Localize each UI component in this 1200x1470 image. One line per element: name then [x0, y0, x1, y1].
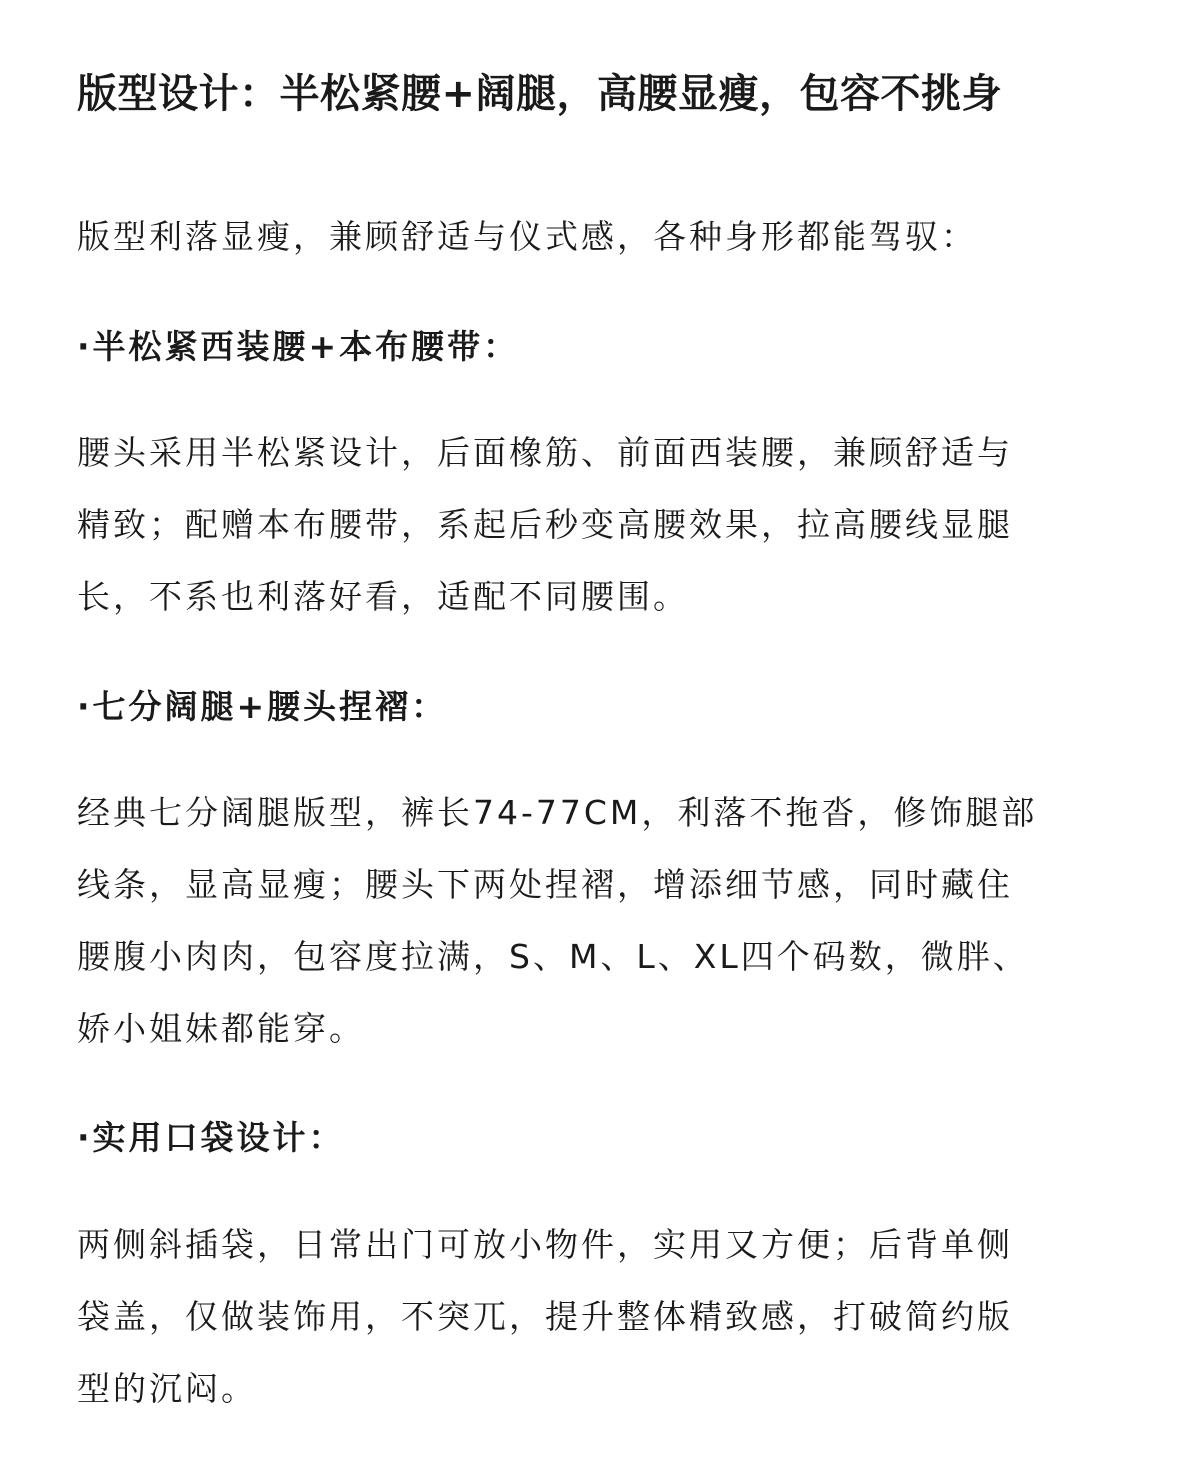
section-heading-pockets: ·实用口袋设计： — [77, 1118, 345, 1157]
paragraph-line: 线条，显高显瘦；腰头下两处捏褶，增添细节感，同时藏住 — [77, 865, 1013, 904]
paragraph-line: 袋盖，仅做装饰用，不突兀，提升整体精致感，打破简约版 — [77, 1297, 1013, 1336]
section-heading-wide-leg: ·七分阔腿+腰头捏褶： — [77, 687, 448, 726]
paragraph-line: 腰腹小肉肉，包容度拉满，S、M、L、XL四个码数，微胖、 — [77, 937, 1029, 976]
section-paragraph-pockets — [77, 1209, 1013, 1425]
section-paragraph-wide-leg — [77, 777, 1037, 1065]
paragraph-line: 腰头采用半松紧设计，后面橡筋、前面西装腰，兼顾舒适与 — [77, 433, 1013, 472]
paragraph-line: 精致；配赠本布腰带，系起后秒变高腰效果，拉高腰线显腿 — [77, 505, 1013, 544]
intro-text: 版型利落显瘦，兼顾舒适与仪式感，各种身形都能驾驭： — [77, 217, 977, 256]
section-heading-waist: ·半松紧西装腰+本布腰带： — [77, 327, 520, 366]
paragraph-line: 经典七分阔腿版型，裤长74-77CM，利落不拖沓，修饰腿部 — [77, 793, 1038, 832]
paragraph-line: 两侧斜插袋，日常出门可放小物件，实用又方便；后背单侧 — [77, 1225, 1013, 1264]
paragraph-line: 娇小姐妹都能穿。 — [77, 1009, 365, 1048]
paragraph-line: 长，不系也利落好看，适配不同腰围。 — [77, 577, 689, 616]
section-paragraph-waist — [77, 417, 1013, 633]
page-title: 版型设计：半松紧腰+阔腿，高腰显瘦，包容不挑身 — [77, 71, 1003, 117]
paragraph-line: 型的沉闷。 — [77, 1369, 257, 1408]
